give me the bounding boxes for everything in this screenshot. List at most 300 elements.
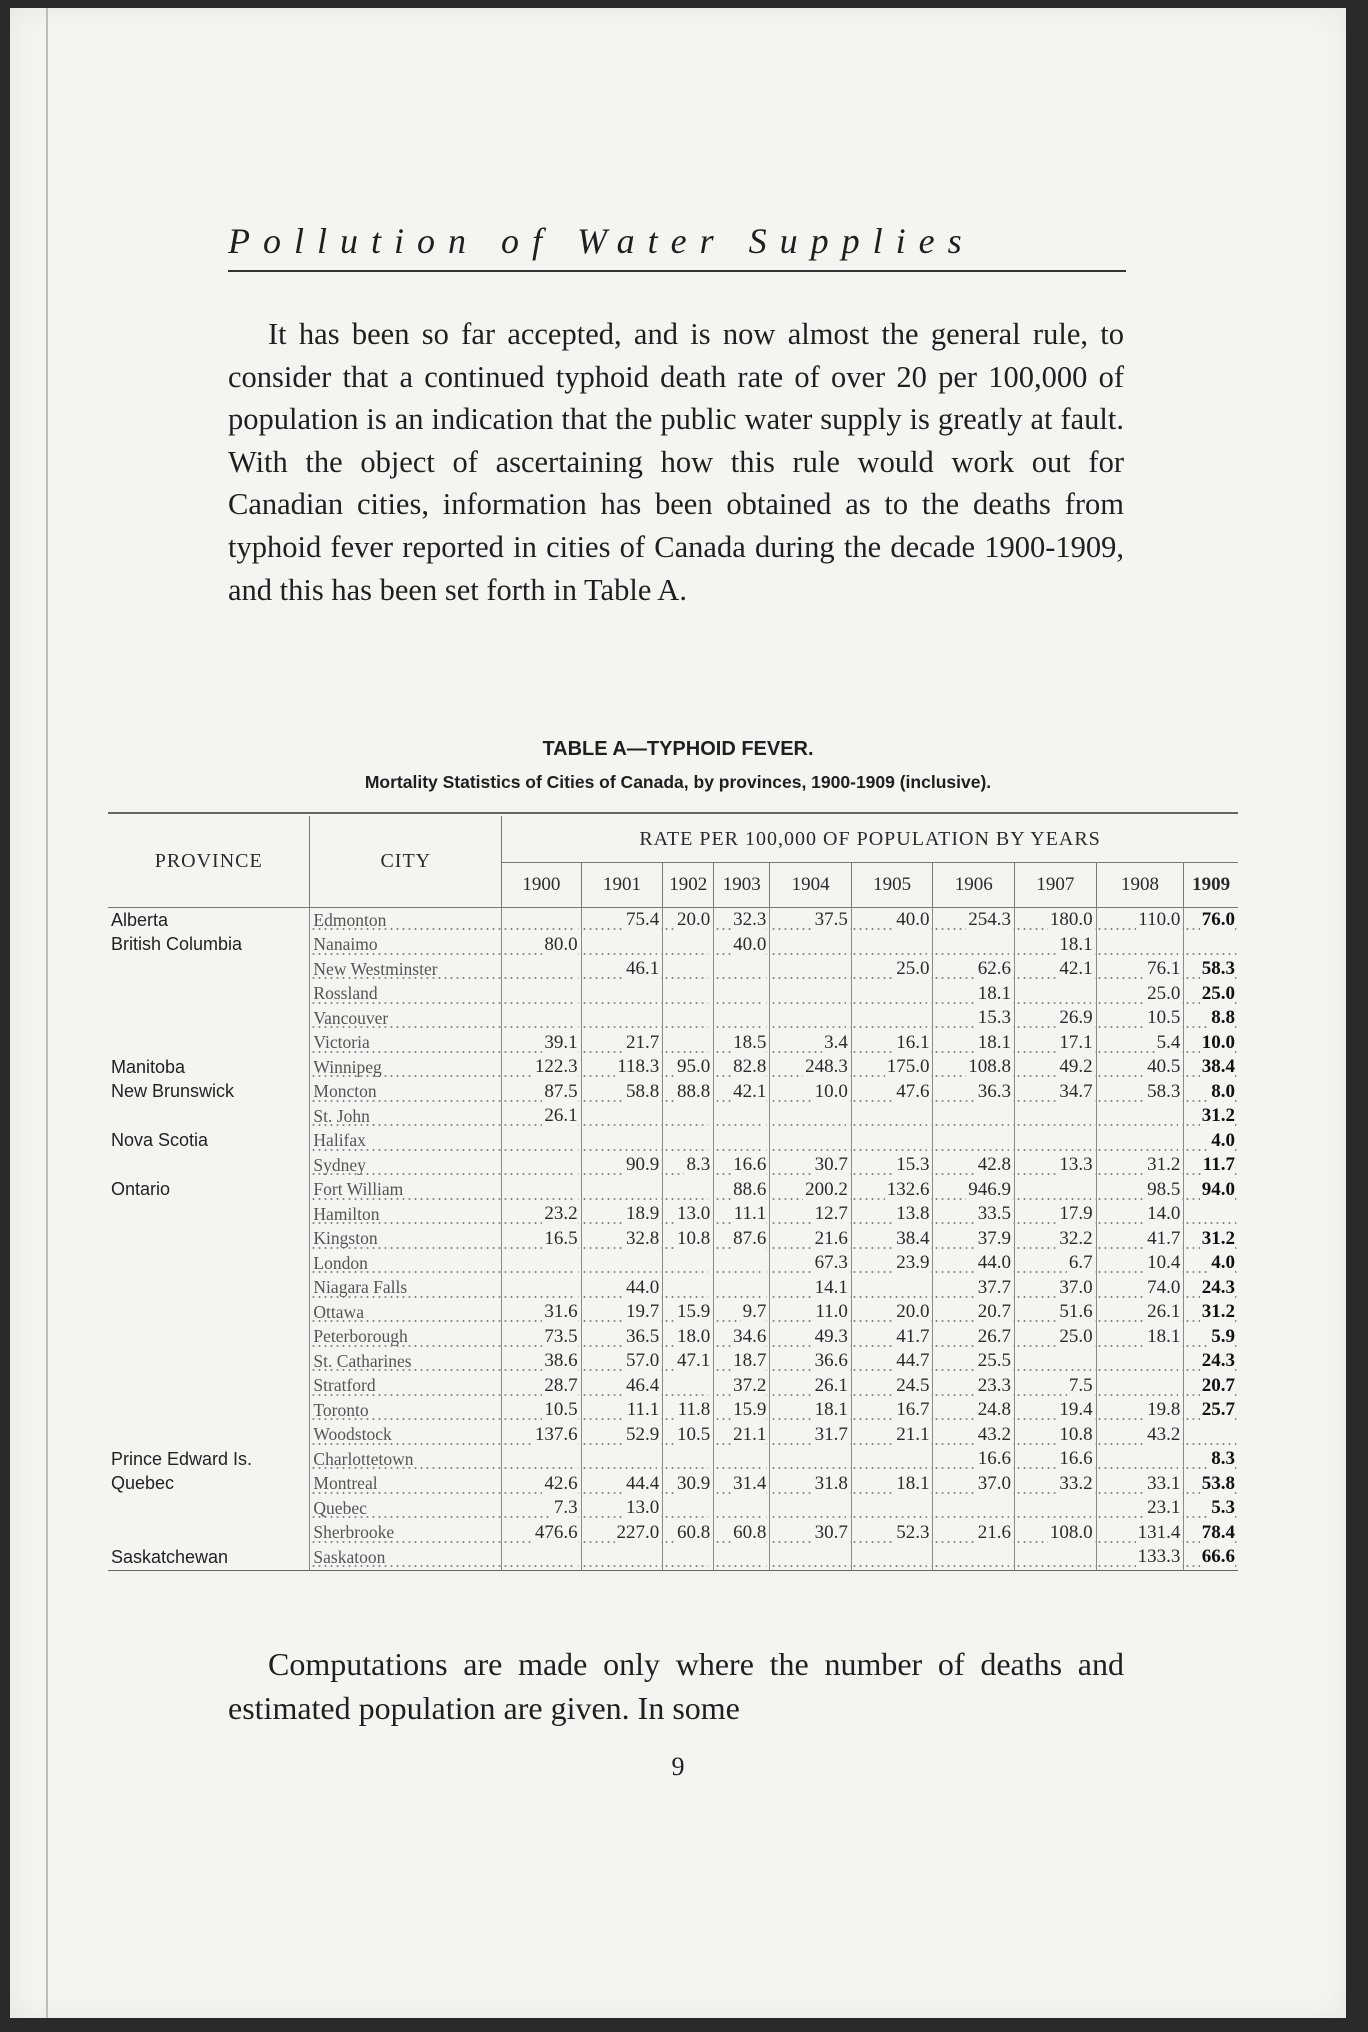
rate-cell (770, 1447, 852, 1472)
rate-value: 46.4 (626, 1374, 660, 1396)
rate-cell (1184, 1031, 1238, 1056)
rate-value: 37.2 (733, 1374, 767, 1396)
province-cell (108, 1251, 310, 1276)
rate-value (657, 983, 659, 1004)
rate-value: 16.5 (544, 1227, 578, 1249)
rate-cell (714, 1276, 770, 1301)
rate-value (764, 1252, 766, 1273)
rate-cell (770, 1349, 852, 1374)
rate-value: 37.9 (977, 1227, 1012, 1249)
rate-value: 19.7 (626, 1301, 660, 1323)
year-header: 1900 (502, 863, 582, 908)
rate-value (846, 934, 848, 955)
rate-cell (1096, 1129, 1184, 1154)
rate-value (1091, 1497, 1093, 1518)
rate-value (764, 1497, 766, 1518)
rate-cell (1015, 908, 1097, 933)
rate-value: 254.3 (968, 909, 1012, 931)
table-row (108, 1055, 1238, 1080)
rate-value (1009, 934, 1011, 955)
rate-value (576, 909, 578, 930)
rate-value: 76.1 (1147, 958, 1181, 980)
rate-cell (770, 982, 852, 1007)
rate-cell (581, 1031, 663, 1056)
rate-cell (1184, 1398, 1238, 1423)
rate-cell (1015, 1006, 1097, 1031)
rate-value (764, 1277, 766, 1298)
rate-value (576, 1179, 578, 1200)
rate-value (1233, 1203, 1235, 1224)
rate-cell (933, 1447, 1015, 1472)
rate-value: 10.0 (1201, 1031, 1235, 1053)
rate-value: 18.1 (814, 1399, 848, 1421)
rate-cell (581, 1006, 663, 1031)
rate-value: 98.5 (1147, 1178, 1181, 1200)
rate-value: 34.6 (733, 1325, 767, 1347)
rate-value: 133.3 (1137, 1546, 1181, 1568)
rate-cell (1015, 1398, 1097, 1423)
rate-value: 31.2 (1147, 1154, 1181, 1176)
rate-value: 88.8 (676, 1080, 711, 1102)
province-cell (108, 1496, 310, 1521)
rate-cell (714, 1472, 770, 1497)
rate-cell (770, 933, 852, 958)
rate-value: 17.1 (1059, 1031, 1093, 1053)
table-row (108, 1153, 1238, 1178)
rate-value (708, 958, 710, 979)
rate-value: 13.0 (626, 1497, 660, 1519)
rate-cell (1015, 1251, 1097, 1276)
rate-cell (851, 1496, 933, 1521)
rate-cell (933, 1300, 1015, 1325)
rate-cell (1184, 1300, 1238, 1325)
rate-value: 47.1 (676, 1350, 711, 1372)
table-top-rule (108, 812, 1238, 814)
rate-value: 12.7 (814, 1203, 848, 1225)
rate-cell (581, 1545, 663, 1570)
year-header: 1907 (1015, 863, 1097, 908)
rate-cell (851, 1300, 933, 1325)
rate-cell (581, 1423, 663, 1448)
rate-value: 21.1 (733, 1423, 767, 1445)
rate-value: 200.2 (805, 1178, 848, 1200)
rate-value: 95.0 (676, 1056, 711, 1078)
rate-cell (502, 1472, 582, 1497)
rate-cell (714, 1300, 770, 1325)
rate-value: 87.6 (733, 1227, 767, 1249)
rate-cell (851, 933, 933, 958)
rate-value (927, 1448, 929, 1469)
rate-value: 41.7 (896, 1325, 930, 1347)
rate-cell (663, 982, 714, 1007)
rate-cell (1096, 908, 1184, 933)
year-header: 1906 (933, 863, 1015, 908)
rate-value (708, 1252, 710, 1273)
rate-cell (502, 1104, 582, 1129)
rate-cell (714, 1055, 770, 1080)
province-cell (108, 1227, 310, 1252)
rate-value: 43.2 (977, 1423, 1012, 1445)
city-cell: Winnipeg (310, 1055, 502, 1080)
rate-cell (502, 1080, 582, 1105)
rate-value: 13.3 (1059, 1154, 1093, 1176)
rate-value (657, 1105, 659, 1126)
table-subtitle: Mortality Statistics of Cities of Canada, by provinces, 1900-1909 (inclusive). (364, 772, 992, 792)
rate-cell (663, 957, 714, 982)
rate-cell (933, 1545, 1015, 1570)
rate-value (1233, 1424, 1235, 1445)
rate-cell (663, 1202, 714, 1227)
rate-value: 90.9 (626, 1154, 660, 1176)
rate-cell (1096, 1153, 1184, 1178)
rate-value: 23.2 (544, 1203, 578, 1225)
rate-cell (851, 982, 933, 1007)
rate-value (1091, 1546, 1093, 1567)
rate-cell (933, 1129, 1015, 1154)
rate-cell (851, 1325, 933, 1350)
rate-value (764, 1448, 766, 1469)
rate-cell (714, 1374, 770, 1399)
rate-value: 44.7 (896, 1350, 930, 1372)
rate-value: 16.7 (896, 1399, 930, 1421)
table-row (108, 1129, 1238, 1154)
rate-cell (933, 1496, 1015, 1521)
rate-value (576, 1448, 578, 1469)
year-header: 1903 (714, 863, 770, 908)
rate-cell (663, 933, 714, 958)
city-cell: London (310, 1251, 502, 1276)
rate-cell (770, 1080, 852, 1105)
city-cell: Victoria (310, 1031, 502, 1056)
rate-value (576, 1277, 578, 1298)
rate-cell (933, 1153, 1015, 1178)
rate-value: 53.8 (1201, 1472, 1235, 1494)
rate-cell (1096, 957, 1184, 982)
rate-cell (770, 1472, 852, 1497)
rate-cell (851, 1447, 933, 1472)
rate-cell (933, 1202, 1015, 1227)
rate-cell (502, 1227, 582, 1252)
table-row (108, 1276, 1238, 1301)
rate-cell (851, 1276, 933, 1301)
table-row (108, 957, 1238, 982)
rate-cell (663, 1349, 714, 1374)
rate-value (576, 1154, 578, 1175)
table-row (108, 1521, 1238, 1546)
rate-value: 38.6 (544, 1350, 578, 1372)
rate-value: 82.8 (733, 1056, 767, 1078)
rate-cell (714, 1153, 770, 1178)
rate-cell (1184, 1227, 1238, 1252)
rate-value (708, 983, 710, 1004)
rate-cell (1096, 1325, 1184, 1350)
rate-cell (770, 1374, 852, 1399)
rate-value (1178, 934, 1180, 955)
rate-cell (933, 1374, 1015, 1399)
rate-cell (581, 1104, 663, 1129)
rate-value: 62.6 (977, 958, 1012, 980)
rate-value: 15.9 (676, 1301, 711, 1323)
rate-cell (770, 1276, 852, 1301)
city-cell: Stratford (310, 1374, 502, 1399)
rate-value: 16.6 (1059, 1448, 1093, 1470)
city-cell: Vancouver (310, 1006, 502, 1031)
rate-value: 52.9 (626, 1423, 660, 1445)
rate-value: 36.3 (977, 1080, 1012, 1102)
rate-cell (581, 1251, 663, 1276)
rate-value: 80.0 (544, 933, 578, 955)
rate-cell (851, 1006, 933, 1031)
rate-value: 58.3 (1147, 1080, 1181, 1102)
rate-cell (1096, 1104, 1184, 1129)
rate-cell (1184, 1104, 1238, 1129)
rate-value: 31.7 (814, 1423, 848, 1445)
rate-cell (1096, 1276, 1184, 1301)
province-cell (108, 1325, 310, 1350)
city-cell: Sydney (310, 1153, 502, 1178)
rate-cell (714, 908, 770, 933)
city-cell: St. Catharines (310, 1349, 502, 1374)
rate-cell (502, 1153, 582, 1178)
rate-cell (1096, 1006, 1184, 1031)
rate-cell (1015, 1276, 1097, 1301)
rate-value (927, 934, 929, 955)
province-cell (108, 1521, 310, 1546)
table-row (108, 1374, 1238, 1399)
rate-value: 10.5 (1147, 1007, 1181, 1029)
rate-cell (1015, 982, 1097, 1007)
mortality-table-grid (108, 816, 1238, 1571)
year-header: 1905 (851, 863, 933, 908)
rate-cell (714, 933, 770, 958)
rate-cell (851, 1153, 933, 1178)
rate-value (1091, 1179, 1093, 1200)
rate-value (576, 958, 578, 979)
province-cell (108, 1423, 310, 1448)
rate-cell (1184, 933, 1238, 958)
rate-value: 132.6 (886, 1178, 930, 1200)
rate-cell (502, 957, 582, 982)
rate-value: 94.0 (1201, 1178, 1235, 1200)
rate-value: 248.3 (805, 1056, 848, 1078)
rate-value: 21.7 (626, 1031, 660, 1053)
rate-cell (502, 1055, 582, 1080)
rate-cell (770, 1129, 852, 1154)
year-header: 1901 (581, 863, 663, 908)
rate-value (846, 1546, 848, 1567)
rate-value: 32.8 (626, 1227, 660, 1249)
rate-value (1009, 1497, 1011, 1518)
rate-cell (1184, 1423, 1238, 1448)
rate-cell (714, 1080, 770, 1105)
table-row (108, 1006, 1238, 1031)
rate-value (1091, 983, 1093, 1004)
city-cell: Charlottetown (310, 1447, 502, 1472)
rate-value: 47.6 (896, 1080, 930, 1102)
rate-cell (714, 1521, 770, 1546)
rate-cell (770, 1202, 852, 1227)
rate-value: 26.1 (1147, 1301, 1181, 1323)
rate-value: 33.2 (1059, 1472, 1093, 1494)
city-cell: New Westminster (310, 957, 502, 982)
rate-cell (851, 1227, 933, 1252)
province-cell (108, 1374, 310, 1399)
table-row (108, 982, 1238, 1007)
rate-cell (663, 1006, 714, 1031)
rate-value (708, 1448, 710, 1469)
rate-cell (933, 1251, 1015, 1276)
header-city: CITY (310, 816, 502, 908)
rate-cell (1015, 957, 1097, 982)
rate-cell (663, 1423, 714, 1448)
rate-cell (1184, 1276, 1238, 1301)
province-cell (108, 1300, 310, 1325)
table-row (108, 1349, 1238, 1374)
rate-cell (663, 1521, 714, 1546)
rate-value: 20.0 (896, 1301, 930, 1323)
rate-cell (770, 1325, 852, 1350)
rate-cell (1015, 1227, 1097, 1252)
rate-cell (1184, 1055, 1238, 1080)
rate-value (657, 1179, 659, 1200)
rate-value: 20.7 (977, 1301, 1012, 1323)
rate-value: 37.0 (1059, 1276, 1093, 1298)
rate-cell (851, 1545, 933, 1570)
rate-value: 33.1 (1147, 1472, 1181, 1494)
city-cell: St. John (310, 1104, 502, 1129)
rate-value: 180.0 (1049, 909, 1093, 931)
rate-cell (1015, 1080, 1097, 1105)
rate-value: 16.6 (977, 1448, 1012, 1470)
year-header: 1908 (1096, 863, 1184, 908)
rate-cell (714, 1423, 770, 1448)
rate-cell (581, 1178, 663, 1203)
rate-cell (502, 1202, 582, 1227)
rate-cell (851, 1251, 933, 1276)
rate-value (708, 1032, 710, 1053)
rate-value (846, 1130, 848, 1151)
table-row (108, 1472, 1238, 1497)
rate-cell (1015, 1031, 1097, 1056)
rate-cell (714, 1325, 770, 1350)
table-row (108, 1325, 1238, 1350)
rate-cell (851, 1521, 933, 1546)
rate-value (708, 1007, 710, 1028)
rate-cell (770, 957, 852, 982)
rate-value: 10.8 (676, 1227, 711, 1249)
rate-value: 58.8 (626, 1080, 660, 1102)
table-body (108, 908, 1238, 1571)
rate-value (576, 1252, 578, 1273)
rate-cell (933, 1006, 1015, 1031)
rate-cell (1096, 1496, 1184, 1521)
rate-value (1091, 1350, 1093, 1371)
rate-value: 25.0 (1147, 982, 1181, 1004)
rate-cell (714, 1006, 770, 1031)
rate-value: 137.6 (534, 1423, 578, 1445)
rate-value: 131.4 (1137, 1521, 1181, 1543)
rate-cell (1184, 1374, 1238, 1399)
rate-cell (770, 1300, 852, 1325)
rate-value (846, 1448, 848, 1469)
mortality-table (108, 816, 1238, 1626)
rate-value: 37.0 (977, 1472, 1012, 1494)
rate-cell (502, 1521, 582, 1546)
rate-value (927, 1105, 929, 1126)
city-cell: Toronto (310, 1398, 502, 1423)
table-row (108, 1227, 1238, 1252)
rate-value (1091, 1105, 1093, 1126)
rate-value: 88.6 (733, 1178, 767, 1200)
rate-value: 40.0 (733, 933, 767, 955)
rate-value: 18.1 (977, 1031, 1012, 1053)
rate-value: 7.5 (1068, 1374, 1093, 1396)
rate-value: 18.9 (626, 1203, 660, 1225)
rate-cell (663, 1496, 714, 1521)
province-cell: British Columbia (111, 934, 243, 955)
rate-cell (1184, 1129, 1238, 1154)
rate-value: 5.3 (1211, 1497, 1235, 1519)
province-cell (108, 1349, 310, 1374)
rate-value: 8.3 (1211, 1448, 1235, 1470)
city-cell: Peterborough (310, 1325, 502, 1350)
rate-cell (663, 1447, 714, 1472)
page-gutter (46, 8, 48, 2018)
header-rate: RATE PER 100,000 OF POPULATION BY YEARS (502, 816, 1238, 863)
rate-cell (714, 957, 770, 982)
table-row (108, 1202, 1238, 1227)
rate-value (708, 1497, 710, 1518)
rate-cell (714, 1129, 770, 1154)
rate-cell (502, 982, 582, 1007)
rate-value: 10.0 (814, 1080, 848, 1102)
rate-value (1178, 1350, 1180, 1371)
province-cell (108, 1153, 310, 1178)
rate-value: 37.7 (977, 1276, 1012, 1298)
rate-value (846, 983, 848, 1004)
rate-cell (770, 1521, 852, 1546)
table-row (108, 1496, 1238, 1521)
rate-value: 23.1 (1147, 1497, 1181, 1519)
rate-cell (1184, 957, 1238, 982)
rate-value: 51.6 (1059, 1301, 1093, 1323)
rate-value: 25.0 (1059, 1325, 1093, 1347)
rate-cell (1184, 982, 1238, 1007)
rate-value (846, 1105, 848, 1126)
rate-value: 476.6 (534, 1521, 578, 1543)
rate-value (1009, 1130, 1011, 1151)
rate-value: 41.7 (1147, 1227, 1181, 1249)
rate-cell (851, 1104, 933, 1129)
rate-cell (1184, 1178, 1238, 1203)
rate-cell (502, 1423, 582, 1448)
rate-value: 18.7 (733, 1350, 767, 1372)
rate-value (764, 1130, 766, 1151)
rate-value (657, 1252, 659, 1273)
rate-value: 16.6 (733, 1154, 767, 1176)
province-cell (108, 1398, 310, 1423)
rate-value: 24.5 (896, 1374, 930, 1396)
rate-cell (1015, 1300, 1097, 1325)
table-row (108, 933, 1238, 958)
rate-value: 14.0 (1147, 1203, 1181, 1225)
province-cell: Saskatchewan (108, 1545, 310, 1570)
city-cell: Hamilton (310, 1202, 502, 1227)
rate-cell (1184, 1202, 1238, 1227)
rate-value: 31.2 (1201, 1105, 1235, 1127)
province-cell: Manitoba (111, 1056, 186, 1077)
rate-value: 19.4 (1059, 1399, 1093, 1421)
